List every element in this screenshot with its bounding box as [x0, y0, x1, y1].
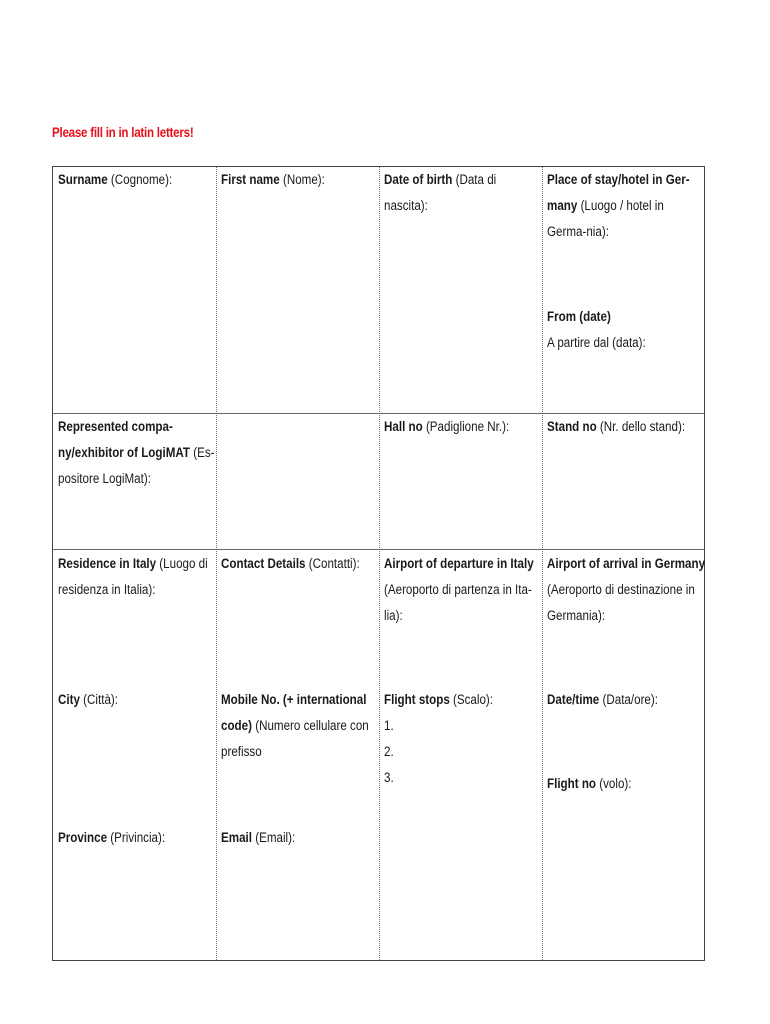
first-name-hint: (Nome):	[279, 172, 325, 187]
represented-company-field[interactable]	[58, 414, 215, 492]
mobile-label: Mobile No. (+ international code)	[221, 692, 367, 733]
place-of-stay-field[interactable]	[547, 167, 706, 245]
email-hint: (Email):	[251, 830, 296, 845]
flight-no-label: Flight no	[547, 776, 597, 791]
flight-no-hint: (volo):	[596, 776, 632, 791]
contact-details-hint: (Contatti):	[305, 556, 360, 571]
city-label: City	[58, 692, 80, 707]
from-date-label: From (date)	[547, 309, 611, 324]
stand-no-field[interactable]	[547, 414, 706, 440]
fill-in-notice: Please fill in in latin letters!	[52, 125, 194, 140]
represented-company-hint: (Es-positore LogiMat):	[58, 445, 215, 486]
airport-departure-field[interactable]	[384, 551, 543, 629]
flight-stops-hint: (Scalo):	[449, 692, 494, 707]
flight-stops-field[interactable]	[384, 687, 543, 791]
residence-hint: (Luogo di residenza in Italia):	[58, 556, 208, 597]
surname-field[interactable]	[58, 167, 215, 193]
email-field[interactable]	[221, 825, 378, 851]
flight-stops-label: Flight stops	[384, 692, 450, 707]
column-divider-1	[216, 167, 217, 960]
flight-no-field[interactable]	[547, 771, 706, 797]
represented-company-label: Represented compa-ny/exhibitor of LogiMAT	[58, 419, 190, 460]
city-hint: (Città):	[79, 692, 119, 707]
airport-arrival-field[interactable]	[547, 551, 706, 629]
contact-details-label: Contact Details	[221, 556, 306, 571]
hall-no-hint: (Padiglione Nr.):	[422, 419, 510, 434]
mobile-hint: (Numero cellulare con prefisso	[221, 718, 369, 759]
surname-label: Surname	[58, 172, 108, 187]
surname-hint: (Cognome):	[107, 172, 173, 187]
place-of-stay-hint: (Luogo / hotel in Germa-nia):	[547, 198, 664, 239]
place-of-stay-label: Place of stay/hotel in Ger-many	[547, 172, 690, 213]
from-date-field[interactable]	[547, 304, 706, 356]
city-field[interactable]	[58, 687, 215, 713]
date-of-birth-field[interactable]	[384, 167, 543, 219]
date-of-birth-label: Date of birth	[384, 172, 453, 187]
airport-departure-hint: (Aeroporto di partenza in Ita-lia):	[384, 582, 532, 623]
province-label: Province	[58, 830, 108, 845]
registration-form-table	[52, 166, 705, 961]
date-of-birth-hint: (Data di nascita):	[384, 172, 497, 213]
flight-stop-item: 3.	[384, 770, 394, 785]
flight-stop-item: 1.	[384, 718, 394, 733]
flight-stop-item: 2.	[384, 744, 394, 759]
date-time-label: Date/time	[547, 692, 600, 707]
airport-arrival-hint: (Aeroporto di destinazione in Germania):	[547, 582, 695, 623]
province-field[interactable]	[58, 825, 215, 851]
hall-no-field[interactable]	[384, 414, 543, 440]
contact-details-field[interactable]	[221, 551, 378, 577]
residence-label: Residence in Italy	[58, 556, 157, 571]
stand-no-label: Stand no	[547, 419, 597, 434]
column-divider-2	[379, 167, 380, 960]
province-hint: (Privincia):	[107, 830, 166, 845]
airport-arrival-label: Airport of arrival in Germany	[547, 556, 706, 571]
row-divider-2	[53, 549, 704, 550]
email-label: Email	[221, 830, 252, 845]
date-time-hint: (Data/ore):	[599, 692, 658, 707]
date-time-field[interactable]	[547, 687, 706, 713]
mobile-field[interactable]	[221, 687, 378, 765]
residence-field[interactable]	[58, 551, 215, 603]
stand-no-hint: (Nr. dello stand):	[596, 419, 686, 434]
from-date-hint: A partire dal (data):	[547, 335, 646, 350]
hall-no-label: Hall no	[384, 419, 423, 434]
first-name-label: First name	[221, 172, 280, 187]
first-name-field[interactable]	[221, 167, 378, 193]
airport-departure-label: Airport of departure in Italy	[384, 556, 534, 571]
